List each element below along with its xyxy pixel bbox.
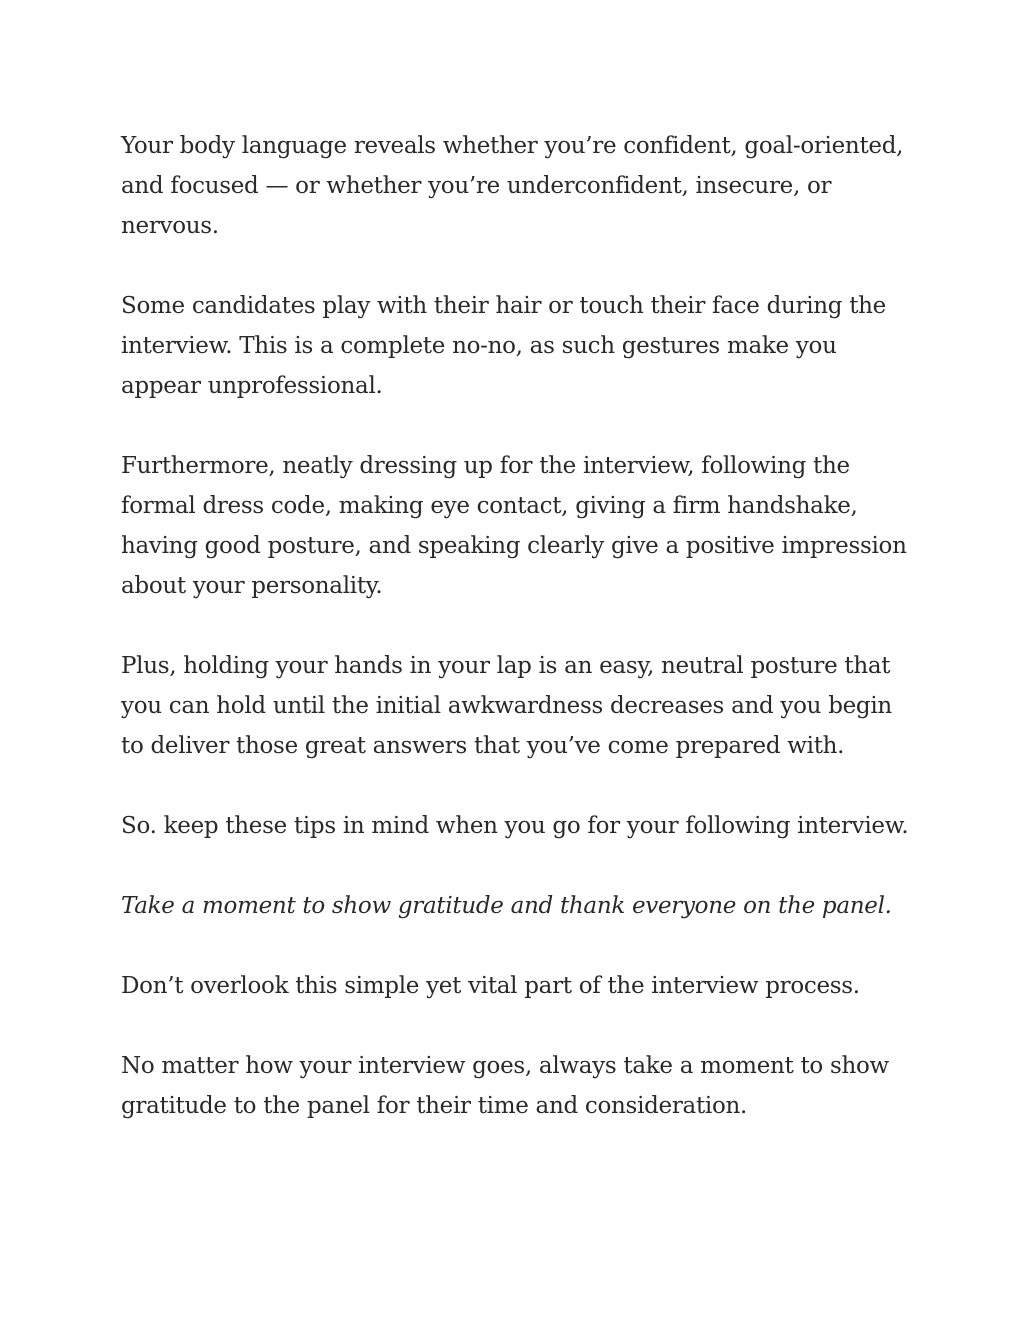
paragraph-posture: Plus, holding your hands in your lap is an easy, neutral posture that you can hold until the initial awkwardness decreases and you begin to deliver those great answers that you’ve come prepared with. [121,653,892,759]
paragraph-thank-panel: No matter how your interview goes, always take a moment to show gratitude to the panel for their time and consideration. [121,1053,889,1119]
paragraph-tips: So. keep these tips in mind when you go for your following interview. [121,813,909,839]
paragraph-body-language: Your body language reveals whether you’re confident, goal-oriented, and focused — or whether you’re underconfident, insecure, or nervous. [121,133,904,239]
paragraph-gestures: Some candidates play with their hair or touch their face during the interview. This is a complete no-no, as such gestures make you appear unprofessional. [121,293,886,399]
paragraph-overlook: Don’t overlook this simple yet vital part of the interview process. [121,973,860,999]
paragraph-gratitude-heading: Take a moment to show gratitude and thank everyone on the panel. [121,893,892,919]
document-body [121,126,921,1166]
paragraph-dress-code: Furthermore, neatly dressing up for the interview, following the formal dress code, making eye contact, giving a firm handshake, having good posture, and speaking clearly give a positive impression about your personality. [121,453,907,599]
